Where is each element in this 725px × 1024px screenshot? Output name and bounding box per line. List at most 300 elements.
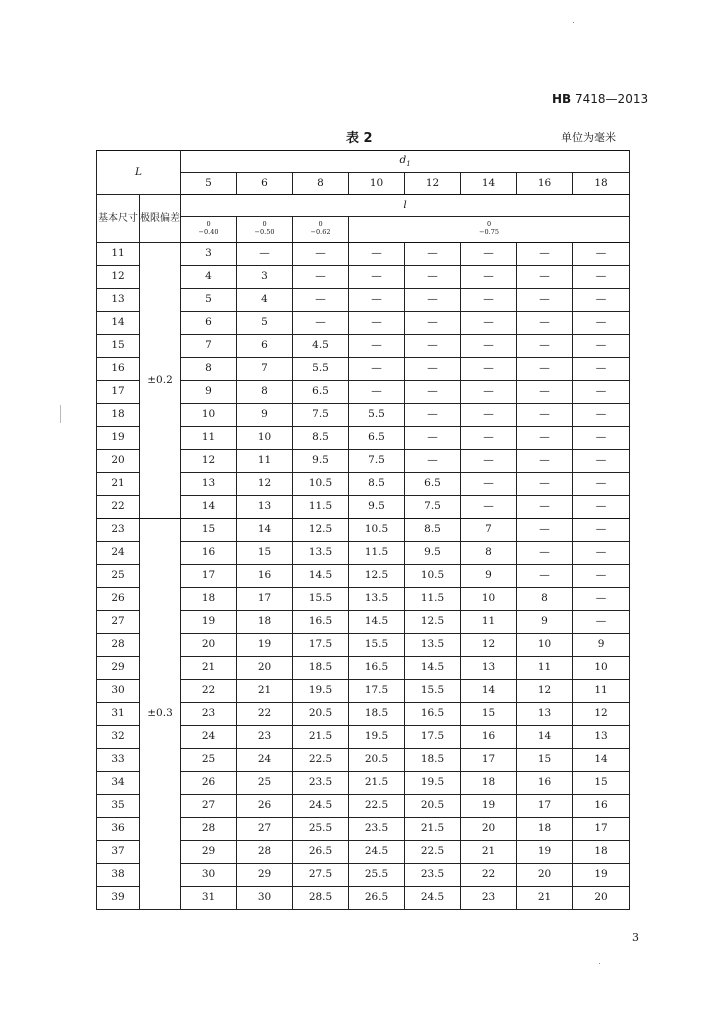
- l-value-cell: 20: [461, 818, 517, 841]
- l-value-cell: —: [517, 542, 573, 565]
- l-value-cell: 11.5: [293, 496, 349, 519]
- scan-speck: [60, 405, 61, 423]
- l-value-cell: 11.5: [349, 542, 405, 565]
- l-value-cell: 22: [237, 703, 293, 726]
- l-value-cell: 17: [461, 749, 517, 772]
- l-value-cell: —: [349, 381, 405, 404]
- l-value-cell: 10.5: [349, 519, 405, 542]
- l-value-cell: 28: [237, 841, 293, 864]
- d1-subscript: 1: [406, 159, 411, 168]
- tolerance-cell: [293, 217, 349, 243]
- l-value-cell: 5.5: [349, 404, 405, 427]
- l-value-cell: 9.5: [405, 542, 461, 565]
- l-value-cell: 19.5: [405, 772, 461, 795]
- l-value-cell: —: [517, 473, 573, 496]
- l-value-cell: 29: [181, 841, 237, 864]
- l-value-cell: 24.5: [405, 887, 461, 910]
- l-value-cell: 25.5: [349, 864, 405, 887]
- l-value-cell: —: [461, 289, 517, 312]
- l-value-cell: —: [405, 312, 461, 335]
- l-value-cell: —: [461, 243, 517, 266]
- l-value-cell: 13.5: [349, 588, 405, 611]
- l-value-cell: 9.5: [293, 450, 349, 473]
- basic-size-cell: 11: [97, 243, 140, 266]
- basic-size-cell: 21: [97, 473, 140, 496]
- l-value-cell: 11: [573, 680, 630, 703]
- l-value-cell: 11: [461, 611, 517, 634]
- basic-size-cell: 39: [97, 887, 140, 910]
- l-value-cell: 28.5: [293, 887, 349, 910]
- tolerance-cell: [349, 217, 630, 243]
- l-value-cell: 10: [181, 404, 237, 427]
- l-value-cell: —: [573, 381, 630, 404]
- l-value-cell: 16.5: [293, 611, 349, 634]
- basic-size-cell: 13: [97, 289, 140, 312]
- l-value-cell: 22.5: [349, 795, 405, 818]
- l-value-cell: 17: [181, 565, 237, 588]
- l-value-cell: 26.5: [349, 887, 405, 910]
- l-value-cell: —: [405, 243, 461, 266]
- l-value-cell: 19: [237, 634, 293, 657]
- basic-size-header: 基本尺寸: [97, 195, 140, 243]
- l-value-cell: —: [573, 542, 630, 565]
- l-value-cell: —: [293, 312, 349, 335]
- l-value-cell: 8: [461, 542, 517, 565]
- tolerance-upper: 0: [262, 220, 267, 229]
- l-value-cell: 23: [181, 703, 237, 726]
- l-value-cell: 13: [573, 726, 630, 749]
- d1-value-cell: 8: [293, 173, 349, 195]
- l-value-cell: —: [517, 404, 573, 427]
- l-value-cell: 21: [181, 657, 237, 680]
- l-value-cell: 12.5: [405, 611, 461, 634]
- l-value-cell: —: [461, 404, 517, 427]
- l-value-cell: 17: [573, 818, 630, 841]
- l-value-cell: —: [461, 473, 517, 496]
- basic-size-cell: 26: [97, 588, 140, 611]
- l-value-cell: 12: [181, 450, 237, 473]
- header-L: L: [97, 151, 181, 195]
- l-value-cell: 11: [517, 657, 573, 680]
- l-value-cell: 19: [573, 864, 630, 887]
- l-value-cell: —: [405, 450, 461, 473]
- basic-size-cell: 25: [97, 565, 140, 588]
- l-value-cell: 26.5: [293, 841, 349, 864]
- l-value-cell: 26: [181, 772, 237, 795]
- basic-size-cell: 12: [97, 266, 140, 289]
- l-value-cell: 28: [181, 818, 237, 841]
- l-value-cell: 9.5: [349, 496, 405, 519]
- l-value-cell: —: [517, 496, 573, 519]
- l-value-cell: 5: [181, 289, 237, 312]
- basic-size-cell: 32: [97, 726, 140, 749]
- l-value-cell: 11: [181, 427, 237, 450]
- l-value-cell: 7.5: [293, 404, 349, 427]
- l-value-cell: —: [517, 427, 573, 450]
- l-value-cell: —: [461, 266, 517, 289]
- d1-value-cell: 18: [573, 173, 630, 195]
- d1-value-cell: 12: [405, 173, 461, 195]
- l-value-cell: 13: [237, 496, 293, 519]
- l-value-cell: 13: [461, 657, 517, 680]
- l-value-cell: —: [517, 358, 573, 381]
- l-value-cell: —: [573, 588, 630, 611]
- l-value-cell: —: [517, 266, 573, 289]
- l-value-cell: 17.5: [293, 634, 349, 657]
- l-value-cell: 19: [181, 611, 237, 634]
- l-value-cell: 6.5: [293, 381, 349, 404]
- l-value-cell: 10: [517, 634, 573, 657]
- tolerance-lower: −0.75: [479, 227, 500, 236]
- l-value-cell: 14: [517, 726, 573, 749]
- standard-prefix: HB: [552, 92, 572, 106]
- basic-size-cell: 27: [97, 611, 140, 634]
- l-value-cell: —: [573, 496, 630, 519]
- l-value-cell: 24: [237, 749, 293, 772]
- page-number: 3: [632, 931, 639, 944]
- tolerance-lower: −0.50: [254, 227, 275, 236]
- l-value-cell: 10: [461, 588, 517, 611]
- l-value-cell: —: [349, 335, 405, 358]
- l-value-cell: 8.5: [349, 473, 405, 496]
- basic-size-cell: 14: [97, 312, 140, 335]
- basic-size-cell: 37: [97, 841, 140, 864]
- l-value-cell: 20: [237, 657, 293, 680]
- l-value-cell: —: [517, 243, 573, 266]
- dimension-table: [96, 150, 630, 910]
- basic-size-cell: 17: [97, 381, 140, 404]
- l-value-cell: 19: [461, 795, 517, 818]
- l-value-cell: 12: [517, 680, 573, 703]
- l-value-cell: —: [405, 427, 461, 450]
- standard-number: [552, 92, 648, 106]
- l-value-cell: 7: [237, 358, 293, 381]
- l-value-cell: 16: [461, 726, 517, 749]
- l-value-cell: 10.5: [405, 565, 461, 588]
- l-value-cell: —: [405, 266, 461, 289]
- l-value-cell: 10: [237, 427, 293, 450]
- l-value-cell: —: [349, 312, 405, 335]
- l-value-cell: 23: [237, 726, 293, 749]
- l-value-cell: 29: [237, 864, 293, 887]
- l-value-cell: —: [461, 358, 517, 381]
- l-value-cell: 8: [181, 358, 237, 381]
- tolerance-cell: [181, 217, 237, 243]
- l-value-cell: 6: [237, 335, 293, 358]
- l-value-cell: 11.5: [405, 588, 461, 611]
- l-value-cell: 12: [237, 473, 293, 496]
- l-value-cell: —: [517, 289, 573, 312]
- l-value-cell: 24.5: [293, 795, 349, 818]
- l-value-cell: 21: [517, 887, 573, 910]
- header-d1: [181, 151, 630, 173]
- header-l: l: [181, 195, 630, 217]
- l-value-cell: —: [405, 289, 461, 312]
- l-value-cell: 6: [181, 312, 237, 335]
- d1-value-cell: 5: [181, 173, 237, 195]
- l-value-cell: —: [293, 266, 349, 289]
- l-value-cell: 20: [517, 864, 573, 887]
- l-value-cell: 13.5: [293, 542, 349, 565]
- l-value-cell: 14: [573, 749, 630, 772]
- l-value-cell: 7.5: [405, 496, 461, 519]
- table-title: 表 2: [346, 131, 373, 146]
- l-value-cell: 18.5: [405, 749, 461, 772]
- l-value-cell: 23.5: [349, 818, 405, 841]
- l-value-cell: 9: [573, 634, 630, 657]
- l-value-cell: —: [517, 565, 573, 588]
- l-value-cell: —: [461, 312, 517, 335]
- l-value-cell: 8.5: [405, 519, 461, 542]
- l-value-cell: 20.5: [293, 703, 349, 726]
- l-value-cell: 6.5: [349, 427, 405, 450]
- basic-size-cell: 16: [97, 358, 140, 381]
- basic-size-cell: 30: [97, 680, 140, 703]
- l-value-cell: 7: [461, 519, 517, 542]
- l-value-cell: 25: [181, 749, 237, 772]
- tolerance-upper: 0: [486, 220, 492, 229]
- l-value-cell: 18.5: [349, 703, 405, 726]
- l-value-cell: 17.5: [405, 726, 461, 749]
- l-value-cell: 17.5: [349, 680, 405, 703]
- l-value-cell: 12: [461, 634, 517, 657]
- l-value-cell: 20.5: [405, 795, 461, 818]
- basic-size-cell: 34: [97, 772, 140, 795]
- l-value-cell: 17: [517, 795, 573, 818]
- l-value-cell: 12: [573, 703, 630, 726]
- l-value-cell: 21.5: [405, 818, 461, 841]
- l-value-cell: —: [237, 243, 293, 266]
- l-value-cell: 22: [181, 680, 237, 703]
- l-value-cell: 8.5: [293, 427, 349, 450]
- l-value-cell: 9: [461, 565, 517, 588]
- l-value-cell: —: [573, 611, 630, 634]
- l-value-cell: 30: [237, 887, 293, 910]
- l-value-cell: 31: [181, 887, 237, 910]
- l-value-cell: 11: [237, 450, 293, 473]
- l-value-cell: —: [349, 266, 405, 289]
- l-value-cell: 15: [517, 749, 573, 772]
- l-value-cell: —: [349, 289, 405, 312]
- l-value-cell: 21: [237, 680, 293, 703]
- l-value-cell: 9: [517, 611, 573, 634]
- l-value-cell: 16: [517, 772, 573, 795]
- l-value-cell: —: [517, 519, 573, 542]
- l-value-cell: 18: [461, 772, 517, 795]
- l-value-cell: 5: [237, 312, 293, 335]
- l-value-cell: 22.5: [405, 841, 461, 864]
- l-value-cell: 14: [237, 519, 293, 542]
- l-value-cell: —: [573, 427, 630, 450]
- l-value-cell: —: [349, 243, 405, 266]
- table-row: [97, 519, 630, 542]
- l-value-cell: 10: [573, 657, 630, 680]
- l-value-cell: —: [405, 404, 461, 427]
- l-value-cell: 4: [237, 289, 293, 312]
- l-value-cell: 30: [181, 864, 237, 887]
- l-value-cell: 8: [517, 588, 573, 611]
- l-value-cell: —: [293, 243, 349, 266]
- l-value-cell: 18.5: [293, 657, 349, 680]
- l-value-cell: —: [573, 358, 630, 381]
- l-value-cell: 13: [181, 473, 237, 496]
- l-value-cell: —: [573, 519, 630, 542]
- l-value-cell: 16.5: [349, 657, 405, 680]
- l-value-cell: 18: [237, 611, 293, 634]
- l-value-cell: 19: [517, 841, 573, 864]
- l-value-cell: 14.5: [405, 657, 461, 680]
- l-value-cell: —: [405, 381, 461, 404]
- basic-size-cell: 19: [97, 427, 140, 450]
- l-value-cell: 8: [237, 381, 293, 404]
- d1-value-cell: 6: [237, 173, 293, 195]
- l-value-cell: 14.5: [349, 611, 405, 634]
- l-value-cell: 21.5: [293, 726, 349, 749]
- l-value-cell: —: [573, 335, 630, 358]
- l-value-cell: 22.5: [293, 749, 349, 772]
- l-value-cell: 16: [181, 542, 237, 565]
- d1-value-cell: 14: [461, 173, 517, 195]
- l-value-cell: —: [573, 266, 630, 289]
- l-value-cell: —: [461, 381, 517, 404]
- d1-value-cell: 10: [349, 173, 405, 195]
- l-value-cell: 7.5: [349, 450, 405, 473]
- l-value-cell: —: [461, 450, 517, 473]
- l-value-cell: 14.5: [293, 565, 349, 588]
- l-value-cell: 17: [237, 588, 293, 611]
- l-value-cell: —: [461, 427, 517, 450]
- l-value-cell: 18: [181, 588, 237, 611]
- l-value-cell: 15: [237, 542, 293, 565]
- l-value-cell: 10.5: [293, 473, 349, 496]
- l-value-cell: 4: [181, 266, 237, 289]
- l-value-cell: 22: [461, 864, 517, 887]
- basic-size-cell: 36: [97, 818, 140, 841]
- l-value-cell: 24.5: [349, 841, 405, 864]
- l-value-cell: 4.5: [293, 335, 349, 358]
- basic-size-cell: 29: [97, 657, 140, 680]
- l-value-cell: —: [573, 312, 630, 335]
- l-value-cell: —: [405, 335, 461, 358]
- l-value-cell: 15: [461, 703, 517, 726]
- l-value-cell: 18: [573, 841, 630, 864]
- basic-size-cell: 31: [97, 703, 140, 726]
- basic-size-cell: 22: [97, 496, 140, 519]
- basic-size-cell: 23: [97, 519, 140, 542]
- l-value-cell: 20: [573, 887, 630, 910]
- l-value-cell: 14: [181, 496, 237, 519]
- l-value-cell: 15.5: [349, 634, 405, 657]
- basic-size-cell: 20: [97, 450, 140, 473]
- l-value-cell: —: [405, 358, 461, 381]
- l-value-cell: 27: [181, 795, 237, 818]
- unit-note: 单位为毫米: [561, 131, 616, 144]
- l-value-cell: —: [517, 381, 573, 404]
- limit-deviation-cell: ±0.3: [140, 519, 181, 910]
- basic-size-cell: 28: [97, 634, 140, 657]
- l-value-cell: 6.5: [405, 473, 461, 496]
- basic-size-cell: 35: [97, 795, 140, 818]
- table-row: [97, 243, 630, 266]
- l-value-cell: 9: [181, 381, 237, 404]
- d1-symbol: d: [399, 153, 407, 166]
- basic-size-cell: 38: [97, 864, 140, 887]
- l-value-cell: 16.5: [405, 703, 461, 726]
- l-value-cell: 15: [573, 772, 630, 795]
- tolerance-upper: 0: [318, 220, 323, 229]
- basic-size-cell: 18: [97, 404, 140, 427]
- l-value-cell: —: [517, 312, 573, 335]
- basic-size-cell: 33: [97, 749, 140, 772]
- standard-code: 7418—2013: [571, 92, 649, 106]
- l-value-cell: 27.5: [293, 864, 349, 887]
- scan-speck: [599, 963, 600, 964]
- tolerance-lower: −0.62: [310, 227, 331, 236]
- tolerance-upper: 0: [206, 220, 211, 229]
- tolerance-lower: −0.40: [198, 227, 219, 236]
- l-value-cell: —: [461, 335, 517, 358]
- l-value-cell: 13: [517, 703, 573, 726]
- l-value-cell: 21: [461, 841, 517, 864]
- l-value-cell: 5.5: [293, 358, 349, 381]
- l-value-cell: 3: [237, 266, 293, 289]
- l-value-cell: 12.5: [293, 519, 349, 542]
- l-value-cell: 24: [181, 726, 237, 749]
- l-value-cell: —: [573, 473, 630, 496]
- l-value-cell: 18: [517, 818, 573, 841]
- l-value-cell: —: [461, 496, 517, 519]
- l-value-cell: 15: [181, 519, 237, 542]
- tolerance-cell: [237, 217, 293, 243]
- l-value-cell: —: [349, 358, 405, 381]
- l-value-cell: 15.5: [405, 680, 461, 703]
- l-value-cell: 20: [181, 634, 237, 657]
- l-value-cell: 23: [461, 887, 517, 910]
- l-value-cell: —: [573, 243, 630, 266]
- l-value-cell: 16: [573, 795, 630, 818]
- limit-deviation-cell: ±0.2: [140, 243, 181, 519]
- d1-value-cell: 16: [517, 173, 573, 195]
- l-value-cell: 21.5: [349, 772, 405, 795]
- l-value-cell: —: [573, 289, 630, 312]
- basic-size-cell: 15: [97, 335, 140, 358]
- l-value-cell: 12.5: [349, 565, 405, 588]
- l-value-cell: 19.5: [349, 726, 405, 749]
- l-value-cell: 25.5: [293, 818, 349, 841]
- l-value-cell: 16: [237, 565, 293, 588]
- l-value-cell: 23.5: [293, 772, 349, 795]
- l-value-cell: —: [573, 450, 630, 473]
- l-value-cell: —: [573, 404, 630, 427]
- l-value-cell: 15.5: [293, 588, 349, 611]
- l-value-cell: 20.5: [349, 749, 405, 772]
- limit-deviation-header: 极限偏差: [140, 195, 181, 243]
- basic-size-cell: 24: [97, 542, 140, 565]
- l-value-cell: —: [517, 335, 573, 358]
- l-value-cell: 3: [181, 243, 237, 266]
- l-value-cell: —: [293, 289, 349, 312]
- l-value-cell: 27: [237, 818, 293, 841]
- scan-speck: [573, 22, 574, 23]
- l-value-cell: —: [517, 450, 573, 473]
- l-value-cell: 19.5: [293, 680, 349, 703]
- l-value-cell: 13.5: [405, 634, 461, 657]
- table-body: [97, 243, 630, 910]
- l-value-cell: 7: [181, 335, 237, 358]
- l-value-cell: —: [573, 565, 630, 588]
- l-value-cell: 14: [461, 680, 517, 703]
- l-value-cell: 25: [237, 772, 293, 795]
